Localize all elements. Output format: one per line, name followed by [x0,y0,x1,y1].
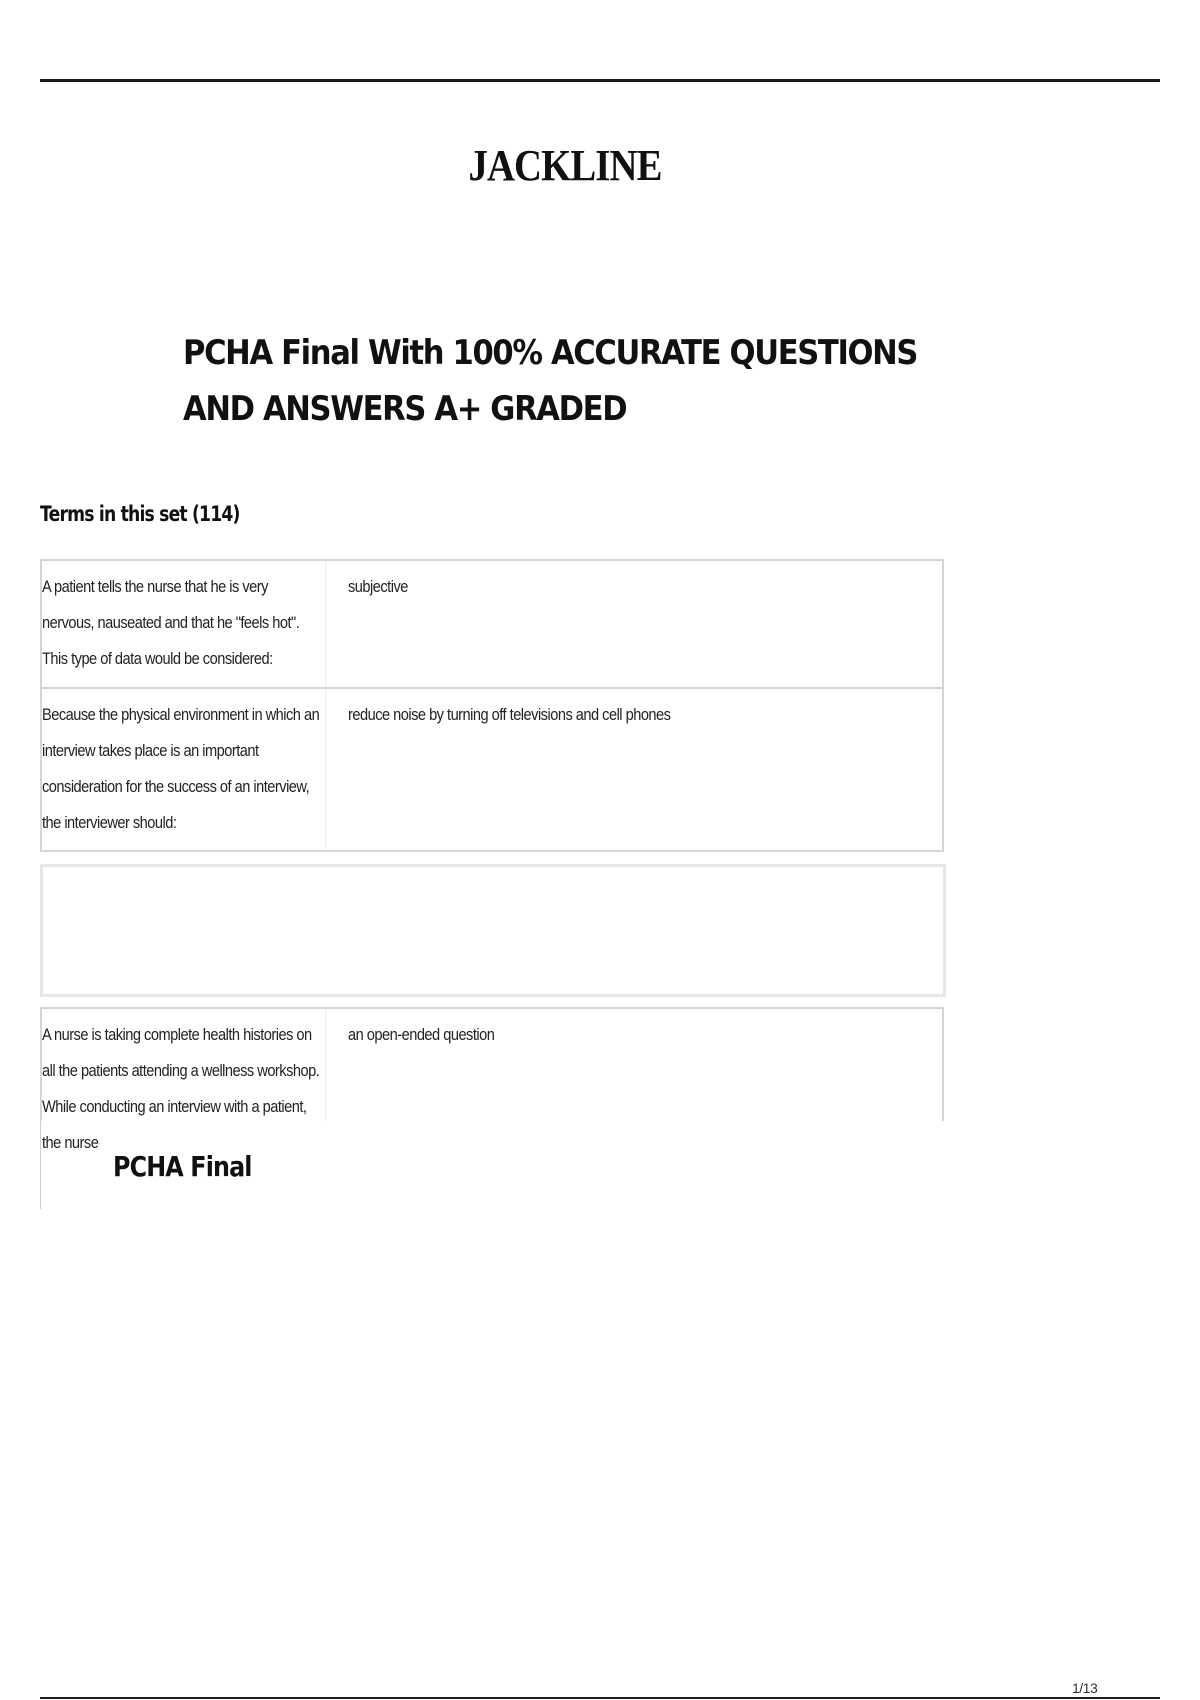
flashcard-row [40,1007,944,1152]
definition-text: subjective [348,577,408,596]
term-cell [42,1009,326,1152]
definition-cell [326,1009,942,1121]
author-name: JACKLINE [468,141,662,190]
bottom-rule [40,1697,1160,1699]
definition-cell [326,561,942,687]
document-title: PCHA Final With 100% ACCURATE QUESTIONS AND ANSWERS A+ GRADED [183,333,918,429]
term-cell [42,689,326,850]
margin-line [40,1121,41,1209]
top-rule [40,79,1160,82]
definition-cell [327,867,943,994]
footer-label: PCHA Final [113,1150,252,1183]
page-number: 1/13 [1072,1680,1098,1696]
term-text: A patient tells the nurse that he is very nervous, nauseated and that he "feels hot". This type of data would be considered: [42,577,300,668]
term-cell [43,867,327,994]
term-text: Because the physical environment in which an interview takes place is an important consideration for the success of an interview, the interviewer should: [42,705,320,832]
term-text: A nurse is taking complete health histories on all the patients attending a wellness workshop. While conducting an interview with a patient, the nurse [42,1025,320,1152]
term-cell [42,561,326,687]
flashcard-row-empty [40,864,946,997]
flashcard-row [40,559,944,689]
definition-text: an open-ended question [348,1025,495,1044]
terms-heading: Terms in this set (114) [40,502,240,526]
flashcard-row [40,687,944,852]
definition-text: reduce noise by turning off televisions and cell phones [348,705,671,724]
definition-cell [326,689,942,850]
